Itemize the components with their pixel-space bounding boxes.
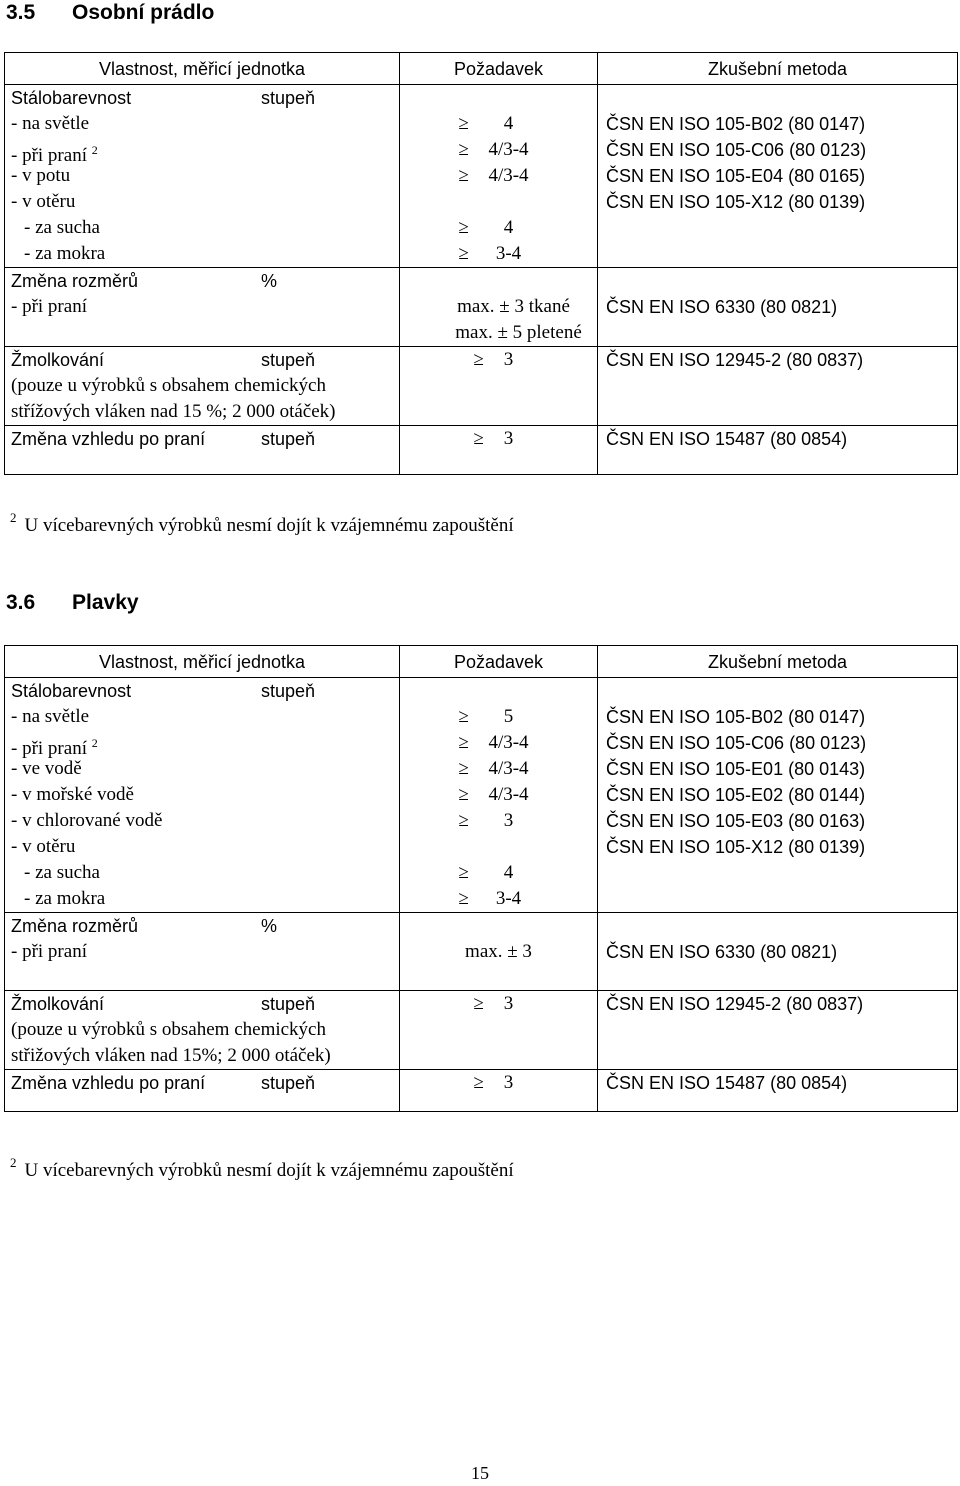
- section-heading-3-6: [6, 590, 139, 616]
- req-wash: ≥ 4/3-4: [458, 139, 529, 160]
- section-heading-3-5: [6, 0, 214, 26]
- table-row-dimension: [5, 913, 958, 991]
- cell-property: [5, 85, 400, 268]
- cell-method: [598, 85, 958, 268]
- table-header-row: [5, 53, 958, 85]
- req-appearance: ≥ 3: [473, 428, 514, 449]
- requirements-table-swimwear: [4, 645, 958, 1112]
- item-wash: - při praní $^2$: [11, 143, 98, 166]
- item-rub: - v otěru: [11, 191, 76, 212]
- property-name: Stálobarevnost: [11, 88, 132, 108]
- item-wet: - za mokra: [24, 888, 106, 909]
- header-property: Vlastnost, měřicí jednotka: [5, 646, 400, 678]
- method: ČSN EN ISO 12945-2 (80 0837): [606, 994, 864, 1014]
- req-pilling: ≥ 3: [473, 349, 514, 370]
- method-5: ČSN EN ISO 105-E03 (80 0163): [606, 811, 866, 831]
- property-name: Žmolkování: [11, 350, 105, 370]
- req-chlorinated-water: ≥ 3: [458, 810, 514, 831]
- item-light: - na světle: [11, 113, 90, 134]
- header-requirement: Požadavek: [400, 646, 598, 678]
- pilling-note: (pouze u výrobků s obsahem chemických střižových vláken nad 15%; 2 000 otáček): [11, 1019, 331, 1066]
- item-water: - ve vodě: [11, 758, 82, 779]
- req-water: ≥ 4/3-4: [458, 758, 529, 779]
- method: ČSN EN ISO 15487 (80 0854): [606, 1073, 848, 1093]
- footnote: $^2$ U vícebarevných výrobků nesmí dojít k vzájemnému zapouštění: [10, 1155, 514, 1181]
- unit: %: [261, 271, 278, 291]
- item-sweat: - v potu: [11, 165, 71, 186]
- req-dry: ≥ 4: [458, 862, 514, 883]
- item-chlorinated-water: - v chlorované vodě: [11, 810, 163, 831]
- unit: %: [261, 916, 278, 936]
- table-header-row: [5, 646, 958, 678]
- property-name: Změna vzhledu po praní: [11, 429, 206, 449]
- table-row-pilling: [5, 991, 958, 1070]
- item-sea-water: - v mořské vodě: [11, 784, 134, 805]
- req-light: ≥ 4: [458, 113, 514, 134]
- method: ČSN EN ISO 6330 (80 0821): [606, 942, 838, 962]
- table-row-colorfastness: [5, 678, 958, 913]
- header-requirement: Požadavek: [400, 53, 598, 85]
- unit: stupeň: [261, 681, 316, 701]
- req-wet: ≥ 3-4: [458, 888, 522, 909]
- unit: stupeň: [261, 429, 316, 449]
- req-pilling: ≥ 3: [473, 993, 514, 1014]
- unit: stupeň: [261, 994, 316, 1014]
- method-4: ČSN EN ISO 105-X12 (80 0139): [606, 192, 866, 212]
- method-2: ČSN EN ISO 105-C06 (80 0123): [606, 733, 867, 753]
- method-1: ČSN EN ISO 105-B02 (80 0147): [606, 707, 866, 727]
- req-wash: ≥ 4/3-4: [458, 732, 529, 753]
- property-name: Žmolkování: [11, 994, 105, 1014]
- cell-requirement: [400, 85, 598, 268]
- req-sweat: ≥ 4/3-4: [458, 165, 529, 186]
- item-dry: - za sucha: [24, 862, 100, 883]
- item-wet: - za mokra: [24, 243, 106, 264]
- req-dimension: max. ± 3: [465, 941, 532, 962]
- page-number: 15: [471, 1463, 489, 1483]
- section-number: 3.6: [6, 591, 36, 614]
- method-6: ČSN EN ISO 105-X12 (80 0139): [606, 837, 866, 857]
- item-rub: - v otěru: [11, 836, 76, 857]
- method: ČSN EN ISO 6330 (80 0821): [606, 297, 838, 317]
- property-name: Změna rozměrů: [11, 271, 139, 291]
- req-wet: ≥ 3-4: [458, 243, 522, 264]
- item-wash: - při praní: [11, 296, 87, 317]
- req-woven: max. ± 3 tkané: [457, 296, 570, 317]
- section-title: Plavky: [72, 591, 139, 614]
- property-name: Stálobarevnost: [11, 681, 132, 701]
- pilling-note: (pouze u výrobků s obsahem chemických střížových vláken nad 15 %; 2 000 otáček): [11, 375, 336, 422]
- table-row-pilling: [5, 347, 958, 426]
- req-dry: ≥ 4: [458, 217, 514, 238]
- method: ČSN EN ISO 12945-2 (80 0837): [606, 350, 864, 370]
- unit: stupeň: [261, 1073, 316, 1093]
- item-light: - na světle: [11, 706, 90, 727]
- footnote: $^2$ U vícebarevných výrobků nesmí dojít k vzájemnému zapouštění: [10, 510, 514, 536]
- method-2: ČSN EN ISO 105-C06 (80 0123): [606, 140, 867, 160]
- table-row-appearance: [5, 1070, 958, 1112]
- table-row-appearance: [5, 426, 958, 475]
- method-1: ČSN EN ISO 105-B02 (80 0147): [606, 114, 866, 134]
- header-property: Vlastnost, měřicí jednotka: [5, 53, 400, 85]
- header-method: Zkušební metoda: [598, 646, 958, 678]
- section-number: 3.5: [6, 1, 36, 24]
- header-method: Zkušební metoda: [598, 53, 958, 85]
- requirements-table-underwear: [4, 52, 958, 475]
- section-title: Osobní prádlo: [72, 1, 215, 24]
- unit: stupeň: [261, 88, 316, 108]
- item-wash: - při praní: [11, 941, 87, 962]
- req-light: ≥ 5: [458, 706, 514, 727]
- table-row-dimension: [5, 268, 958, 347]
- property-name: Změna rozměrů: [11, 916, 139, 936]
- table-row-colorfastness: [5, 85, 958, 268]
- item-dry: - za sucha: [24, 217, 100, 238]
- req-appearance: ≥ 3: [473, 1072, 514, 1093]
- method-3: ČSN EN ISO 105-E01 (80 0143): [606, 759, 866, 779]
- method: ČSN EN ISO 15487 (80 0854): [606, 429, 848, 449]
- item-wash: - při praní $^2$: [11, 736, 98, 759]
- method-4: ČSN EN ISO 105-E02 (80 0144): [606, 785, 866, 805]
- req-knitted: max. ± 5 pletené: [455, 322, 582, 343]
- method-3: ČSN EN ISO 105-E04 (80 0165): [606, 166, 866, 186]
- unit: stupeň: [261, 350, 316, 370]
- req-sea-water: ≥ 4/3-4: [458, 784, 529, 805]
- property-name: Změna vzhledu po praní: [11, 1073, 206, 1093]
